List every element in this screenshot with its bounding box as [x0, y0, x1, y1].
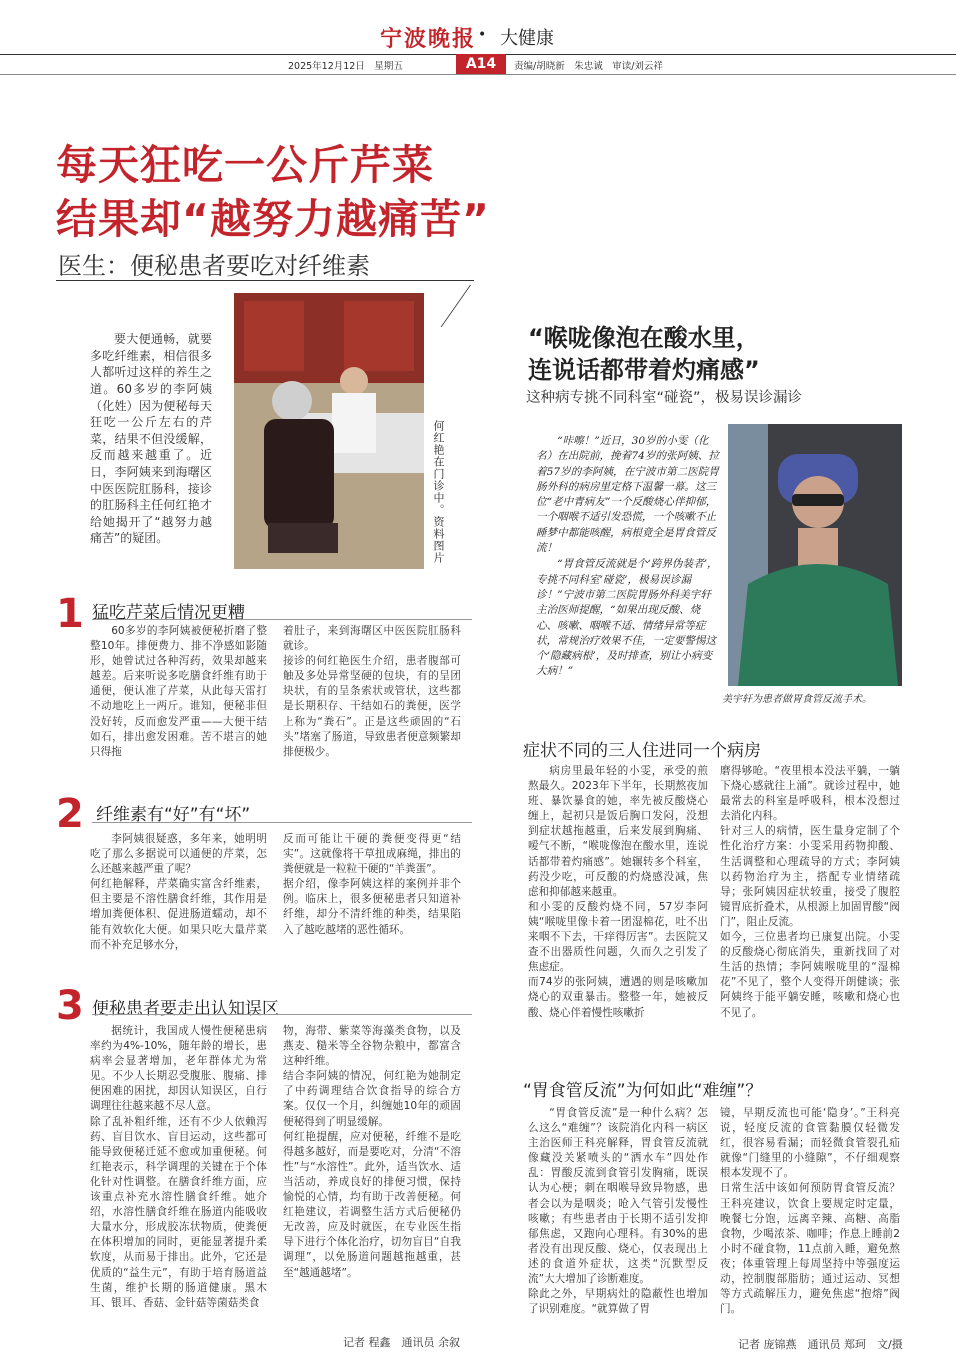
section1-col1: 60多岁的李阿姨被便秘折磨了整整10年。排便费力、排不净感如影随形，她曾试过各种泻药，效果却越来越差。后来听说多吃膳食纤维有助于通便，便认准了芹菜，从此每天雷打不动地吃上一两斤。谁知，便秘非但没好转，反而愈发严重——大便干结如石，排出愈发困难。苦不堪言的她只得拖	[90, 625, 267, 758]
masthead-dot: •	[478, 27, 487, 43]
issue-date: 2025年12月12日 星期五	[288, 61, 403, 72]
divider-slash	[441, 285, 501, 327]
surgeon-photo-illustration	[728, 424, 902, 686]
section1-col2: 着肚子，来到海曙区中医医院肛肠科就诊。 接诊的何红艳医生介绍，患者腹部可触及多处异常坚硬的包块，有的呈团块状，有的呈条索状或管状，这些都是长期积存、干结如石的粪便，医学上称为“粪石”。正是这些顽固的“石头”堵塞了肠道，导致患者便意频繁却排便极少。	[283, 625, 461, 758]
right-section1-title: 症状不同的三人住进同一个病房	[523, 741, 761, 761]
masthead-bottom-rule	[0, 74, 956, 75]
section2-rule	[92, 822, 472, 823]
main-headline-line1: 每天狂吃一公斤芹菜	[56, 141, 434, 189]
right-intro: “咔嚓！”近日，30岁的小雯（化名）在出院前，挽着74岁的张阿姨、拉着57岁的李阿姨，在宁波市第二医院胃肠外科的病房里定格下温馨一幕。这三位“老中青病友”一个反酸烧心伴抑郁，一个咽喉不适引发恐慌，一个咳嗽不止睡梦中都能咳醒，病根竟全是胃食管反流！ “胃食管反流就是个‘跨界伪装者’，专挑不同科室‘碰瓷’，极易误诊漏诊！”宁波市第二医院胃肠外科美宇轩主治医师提醒，“如果出现反酸、烧心、咳嗽、咽喉不适、情绪异常等症状，常规治疗效果不佳，一定要警惕这个‘隐藏病根’，及时排查，别让小病变大病！”	[536, 435, 719, 678]
page-number: A14	[456, 54, 506, 74]
section2-col1: 李阿姨很疑惑，多年来，她明明吃了那么多据说可以通便的芹菜，怎么还越来越严重了呢？ 何红艳解释，芹菜确实富含纤维素，但主要是不溶性膳食纤维，其作用是增加粪便体积、促进肠道蠕动，却不能有效软化大便。如果只吃大量芹菜而不补充足够水分，	[90, 833, 267, 951]
right-byline: 记者 庞锦燕 通讯员 郑珂 文/摄	[738, 1338, 903, 1351]
section3-title: 便秘患者要走出认知误区	[92, 999, 279, 1019]
main-subhead: 医生：便秘患者要吃对纤维素	[58, 252, 370, 280]
doctor-photo-illustration	[234, 293, 424, 569]
right-section2-col1: “胃食管反流”是一种什么病？怎么这么“难缠”？该院消化内科一病区主治医师王科亮解释，胃食管反流就像藏没关紧喷头的“洒水车”四处作乱：胃酸反流到食管引发胸痛，既误认为心梗；刺在咽喉导致异物感，患者会以为是咽炎；呛入气管引发慢性咳嗽；有些患者由于长期不适引发抑郁焦虑，又跑向心理科。有30%的患者没有出现反酸、烧心，仅表现出上述的食道外症状，这类“沉默型反流”大大增加了诊断难度。 除此之外，早期病灶的隐蔽性也增加了识别难度。“就算做了胃	[528, 1107, 708, 1316]
newspaper-logo: 宁波晚报	[380, 26, 477, 52]
main-headline-line2: 结果却“越努力越痛苦”	[56, 195, 490, 243]
right-subhead: 这种病专挑不同科室“碰瓷”，极易误诊漏诊	[526, 390, 803, 406]
section2-title: 纤维素有“好”有“坏”	[96, 805, 251, 825]
main-byline: 记者 程鑫 通讯员 余叙	[343, 1336, 460, 1349]
right-section1-col2: 磨得够呛。“夜里根本没法平躺，一躺下烧心感就往上涌”。就诊过程中，她最常去的科室是呼吸科，根本没想过去消化内科。 针对三人的病情，医生量身定制了个性化治疗方案：小雯采用药物抑酸、生活调整和心理疏导的方式；李阿姨以药物治疗为主，搭配专业情绪疏导；张阿姨因症状较重，接受了腹腔镜胃底折叠术，从根源上加固胃酸“阀门”，阻止反流。 如今，三位患者均已康复出院。小雯的反酸烧心彻底消失，重新找回了对生活的热情；李阿姨喉咙里的“湿棉花”不见了，整个人变得开朗健谈；张阿姨终于能平躺安睡，咳嗽和烧心也不见了。	[720, 765, 900, 1019]
section1-number: 1	[56, 591, 84, 637]
editors-line: 责编/胡晓新 朱忠诚 审读/刘云祥	[514, 61, 663, 72]
section3-rule	[92, 1014, 472, 1015]
subhead-rule	[56, 280, 474, 281]
section3-number: 3	[56, 983, 84, 1029]
section1-title: 猛吃芹菜后情况更糟	[92, 603, 245, 623]
doctor-photo	[234, 293, 424, 569]
right-section2-title: “胃食管反流”为何如此“难缠”？	[523, 1081, 763, 1101]
section2-number: 2	[56, 791, 84, 837]
right-headline-line1: “喉咙像泡在酸水里，	[528, 324, 760, 352]
main-intro: 要大便通畅，就要多吃纤维素，相信很多人都听过这样的养生之道。60多岁的李阿姨（化姓）因为便秘每天狂吃一公斤左右的芹菜，结果不但没缓解，反而越来越重了。近日，李阿姨来到海曙区中医医院肛肠科，接诊的肛肠科主任何红艳才给她揭开了“越努力越痛苦”的疑团。	[90, 332, 212, 546]
right-section1-col1: 病房里最年轻的小雯，承受的煎熬最久。2023年下半年，长期熬夜加班、暴饮暴食的她，率先被反酸烧心缠上，起初只是饭后胸口发闷，没想到症状越拖越重，后来发展到胸痛、嗳气不断，“喉咙像泡在酸水里，连说话都带着灼痛感”。她辗转多个科室，药没少吃，可反酸的灼烧感没减，焦虑和抑郁越来越重。 和小雯的反酸灼烧不同，57岁李阿姨“喉咙里像卡着一团湿棉花，吐不出来咽不下去，干痒得厉害”。去医院又查不出器质性问题，久而久之引发了焦虑症。 而74岁的张阿姨，遭遇的则是咳嗽加烧心的双重暴击。整整一年，她被反酸、烧心伴着慢性咳嗽折	[528, 765, 708, 1019]
doctor-photo-caption: 何红艳在门诊中。资料图片	[432, 420, 445, 564]
surgeon-photo-caption: 美宇轩为患者做胃食管反流手术。	[722, 694, 872, 705]
section3-col2: 物，海带、紫菜等海藻类食物，以及燕麦、糙米等全谷物杂粮中，都富含这种纤维。 结合李阿姨的情况，何红艳为她制定了中药调理结合饮食指导的综合方案。仅仅一个月，纠缠她10年的顽固便秘得到了明显缓解。 何红艳提醒，应对便秘，纤维不是吃得越多越好，而是要吃对，分清“不溶性”与“水溶性”。此外，适当饮水、适当活动，养成良好的排便习惯，保持愉悦的心情，均有助于改善便秘。何红艳建议，若调整生活方式后便秘仍无改善，应及时就医，在专业医生指导下进行个体化治疗，切勿盲目“自我调理”，以免肠道问题越拖越重，甚至“越通越堵”。	[283, 1025, 461, 1279]
section2-col2: 反而可能让干硬的粪便变得更“结实”。这就像将干草扭成麻绳，排出的粪便就是一粒粒干硬的“羊粪蛋”。 据介绍，像李阿姨这样的案例并非个例。临床上，很多便秘患者只知道补纤维，却分不清纤维的种类，结果陷入了越吃越堵的恶性循环。	[283, 833, 461, 936]
surgeon-photo	[728, 424, 902, 686]
right-section2-col2: 镜，早期反流也可能‘隐身’。”王科亮说，轻度反流的食管黏膜仅轻微发红，很容易看漏；而轻微食管裂孔疝就像“门缝里的小缝隙”，不仔细观察根本发现不了。 日常生活中该如何预防胃食管反流？王科亮建议，饮食上要规定时定量，晚餐七分饱，远离辛辣、高糖、高脂食物，少喝浓茶、咖啡；作息上睡前2小时不碰食物，11点前入睡，避免熬夜；体重管理上每周坚持中等强度运动，控制腹部脂肪；通过运动、冥想等方式疏解压力，避免焦虑“抱熔”阀门。	[720, 1107, 900, 1316]
section1-rule	[92, 619, 472, 620]
section-name: 大健康	[500, 28, 554, 49]
section3-col1: 据统计，我国成人慢性便秘患病率约为4%-10%，随年龄的增长，患病率会显著增加，老年群体尤为常见。不少人长期忍受腹胀、腹痛、排便困难的困扰，却因认知误区，自行调理往往越来越不尽人意。 除了乱补粗纤维，还有不少人依赖泻药、盲目饮水、盲目运动，这些都可能导致便秘迁延不愈或加重便秘。何红艳表示，科学调理的关键在于个体化针对性调整。在膳食纤维方面，应该重点补充水溶性膳食纤维。她介绍，水溶性膳食纤维在肠道内能吸收大量水分，形成胶冻状物质，使粪便在体积增加的同时，更能显著提升柔软度，从而易于排出。此外，它还是优质的“益生元”，有助于培育肠道益生菌，维护长期的肠道健康。黑木耳、银耳、香菇、金针菇等菌菇类食	[90, 1025, 267, 1309]
right-headline-line2: 连说话都带着灼痛感”	[528, 356, 760, 384]
